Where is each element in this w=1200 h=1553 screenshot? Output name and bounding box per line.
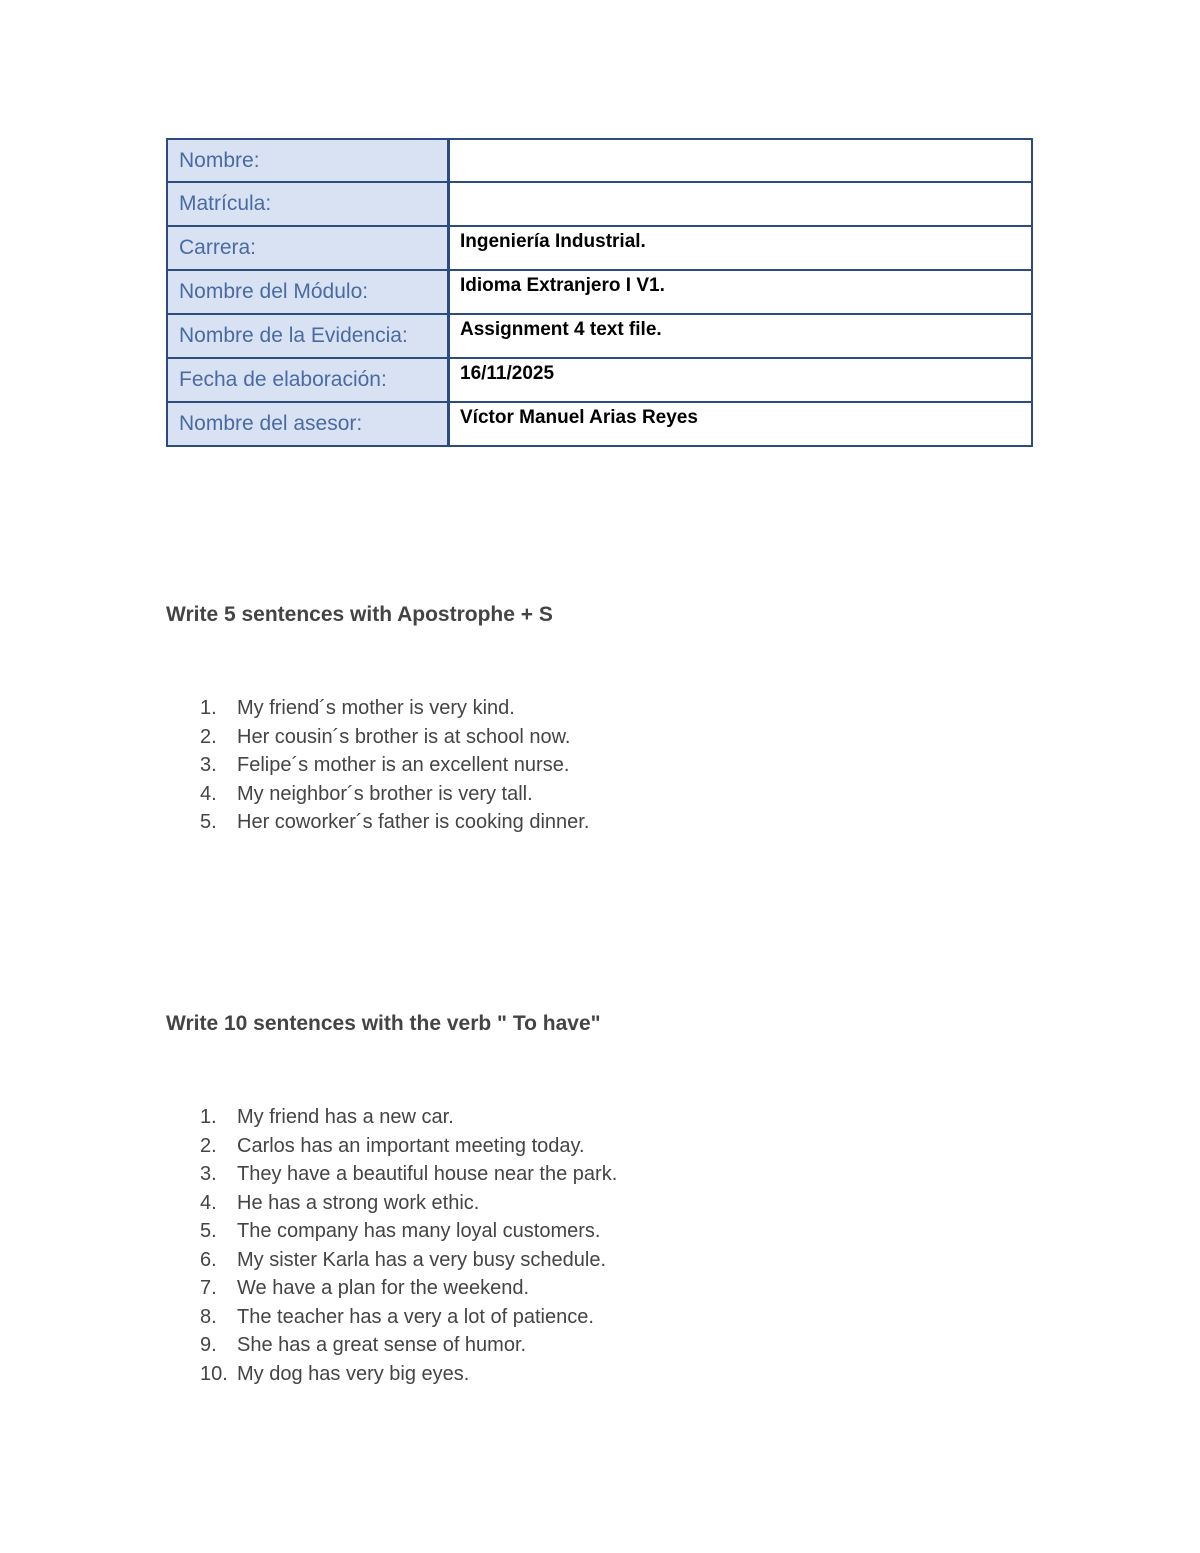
info-label-evidencia: Nombre de la Evidencia:: [166, 314, 449, 358]
list-item-number: 9.: [200, 1334, 217, 1356]
list-item-number: 3.: [200, 754, 217, 776]
list-item-number: 10.: [200, 1362, 228, 1385]
section1-title: Write 5 sentences with Apostrophe + S: [166, 603, 553, 626]
list-item: [200, 1103, 617, 1132]
list-item: [200, 1331, 617, 1360]
list-item: [200, 723, 589, 752]
list-item-text: My sister Karla has a very busy schedule.: [237, 1248, 607, 1271]
list-item: [200, 780, 589, 809]
list-item-text: My friend has a new car.: [237, 1106, 454, 1128]
list-item: [200, 1303, 617, 1332]
info-row-evidencia: [166, 314, 1033, 358]
apostrophe-sentence-list: [200, 694, 589, 837]
list-item-number: 4.: [200, 782, 217, 805]
list-item-number: 1.: [200, 1106, 217, 1128]
list-item-text: She has a great sense of humor.: [237, 1334, 527, 1356]
list-item-number: 7.: [200, 1277, 217, 1299]
list-item-text: The teacher has a very a lot of patience.: [237, 1305, 594, 1328]
info-row-matricula: [166, 182, 1033, 226]
info-value-evidencia: Assignment 4 text file.: [449, 314, 1033, 358]
list-item-text: Carlos has an important meeting today.: [237, 1134, 585, 1157]
info-value-fecha: 16/11/2025: [449, 358, 1033, 402]
list-item: [200, 694, 589, 723]
list-item: [200, 1132, 617, 1161]
info-value-nombre: [449, 138, 1033, 182]
list-item: [200, 1217, 617, 1246]
info-value-modulo: Idioma Extranjero I V1.: [449, 270, 1033, 314]
list-item-number: 3.: [200, 1163, 217, 1185]
list-item: [200, 1189, 617, 1218]
list-item: [200, 751, 589, 780]
info-row-asesor: [166, 402, 1033, 447]
list-item-text: They have a beautiful house near the park.: [237, 1163, 618, 1185]
list-item-text: Felipe´s mother is an excellent nurse.: [237, 754, 570, 776]
list-item-text: The company has many loyal customers.: [237, 1220, 601, 1242]
list-item-text: We have a plan for the weekend.: [237, 1277, 530, 1299]
info-row-modulo: [166, 270, 1033, 314]
list-item-number: 2.: [200, 725, 217, 748]
info-label-modulo: Nombre del Módulo:: [166, 270, 449, 314]
info-value-matricula: [449, 182, 1033, 226]
info-label-asesor: Nombre del asesor:: [166, 402, 449, 447]
list-item-text: My friend´s mother is very kind.: [237, 697, 515, 719]
list-item-number: 5.: [200, 1220, 217, 1242]
list-item-text: My neighbor´s brother is very tall.: [237, 782, 533, 805]
section2-title: Write 10 sentences with the verb " To have": [166, 1012, 601, 1035]
info-value-carrera: Ingeniería Industrial.: [449, 226, 1033, 270]
list-item-number: 6.: [200, 1248, 217, 1271]
info-label-fecha: Fecha de elaboración:: [166, 358, 449, 402]
list-item-number: 4.: [200, 1191, 217, 1214]
list-item: [200, 1160, 617, 1189]
info-row-nombre: [166, 138, 1033, 182]
info-label-matricula: Matrícula:: [166, 182, 449, 226]
to-have-sentence-list: [200, 1103, 617, 1388]
info-label-carrera: Carrera:: [166, 226, 449, 270]
info-row-carrera: [166, 226, 1033, 270]
student-info-table: [166, 138, 1033, 447]
info-label-nombre: Nombre:: [166, 138, 449, 182]
list-item-text: Her coworker´s father is cooking dinner.: [237, 811, 590, 833]
list-item: [200, 1246, 617, 1275]
info-row-fecha: [166, 358, 1033, 402]
list-item-text: My dog has very big eyes.: [237, 1362, 470, 1385]
list-item-text: Her cousin´s brother is at school now.: [237, 725, 571, 748]
list-item-number: 2.: [200, 1134, 217, 1157]
info-value-asesor: Víctor Manuel Arias Reyes: [449, 402, 1033, 447]
list-item-number: 1.: [200, 697, 217, 719]
list-item-text: He has a strong work ethic.: [237, 1191, 480, 1214]
list-item: [200, 1274, 617, 1303]
list-item: [200, 808, 589, 837]
list-item-number: 5.: [200, 811, 217, 833]
list-item-number: 8.: [200, 1305, 217, 1328]
list-item: [200, 1360, 617, 1389]
